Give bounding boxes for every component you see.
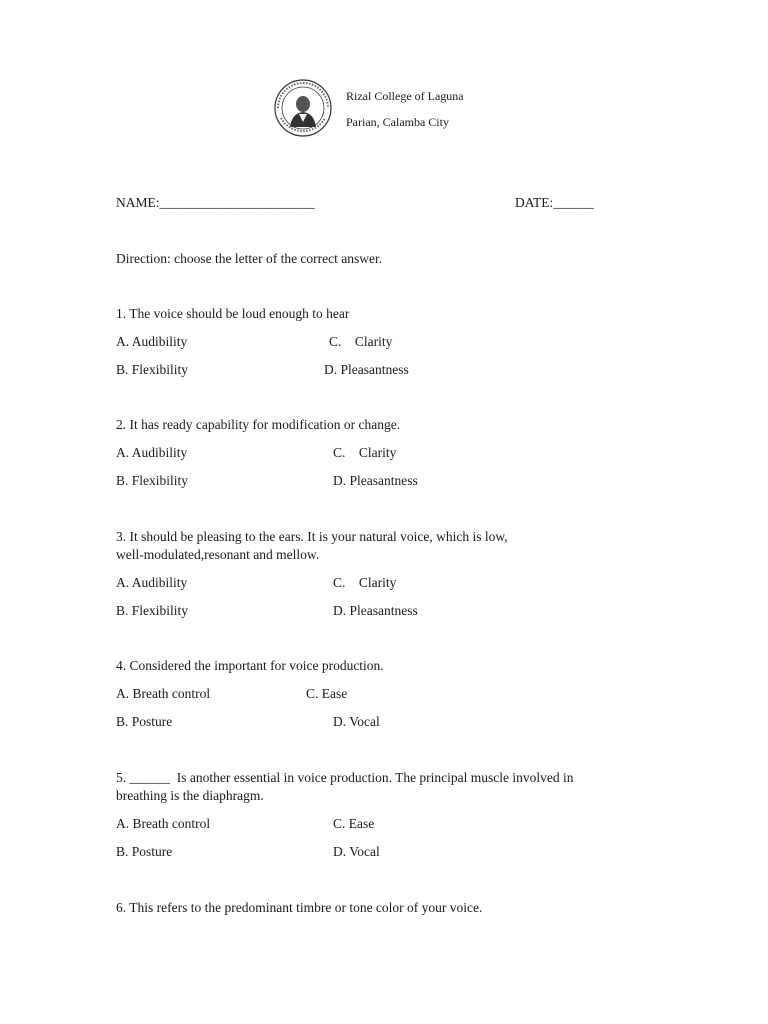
question-4-option-c: C. Ease [306, 686, 348, 701]
question-4-option-d: D. Vocal [333, 714, 380, 729]
question-1-option-b: B. Flexibility [116, 362, 189, 377]
question-5-option-d: D. Vocal [333, 844, 380, 859]
question-3-option-d: D. Pleasantness [333, 603, 418, 618]
question-2-option-d: D. Pleasantness [333, 473, 418, 488]
question-5-text-line2: breathing is the diaphragm. [116, 788, 264, 803]
school-name: Rizal College of Laguna [346, 89, 464, 103]
question-1-option-a: A. Audibility [116, 334, 188, 349]
question-3-text-line2: well-modulated,resonant and mellow. [116, 547, 320, 562]
name-field: NAME:_______________________ [116, 195, 315, 210]
question-1-option-c: C. Clarity [329, 334, 393, 349]
question-3-option-c: C. Clarity [333, 575, 397, 590]
question-5-option-a: A. Breath control [116, 816, 211, 831]
question-3-option-a: A. Audibility [116, 575, 188, 590]
question-3-text-line1: 3. It should be pleasing to the ears. It is your natural voice, which is low, [116, 529, 508, 544]
question-5-option-b: B. Posture [116, 844, 173, 859]
question-1-text: 1. The voice should be loud enough to hear [116, 306, 350, 321]
question-2-option-b: B. Flexibility [116, 473, 189, 488]
direction-text: Direction: choose the letter of the correct answer. [116, 251, 383, 266]
question-2-option-c: C. Clarity [333, 445, 397, 460]
question-5-text-line1: 5. ______ Is another essential in voice production. The principal muscle involved in [116, 770, 574, 785]
school-seal-icon [273, 78, 333, 138]
question-4-option-b: B. Posture [116, 714, 173, 729]
school-location: Parian, Calamba City [346, 115, 449, 129]
question-4-text: 4. Considered the important for voice production. [116, 658, 384, 673]
question-3-option-b: B. Flexibility [116, 603, 189, 618]
question-2-text: 2. It has ready capability for modification or change. [116, 417, 401, 432]
question-6-text: 6. This refers to the predominant timbre or tone color of your voice. [116, 900, 483, 915]
date-field: DATE:______ [515, 195, 594, 210]
question-5-option-c: C. Ease [333, 816, 375, 831]
question-4-option-a: A. Breath control [116, 686, 211, 701]
question-2-option-a: A. Audibility [116, 445, 188, 460]
question-1-option-d: D. Pleasantness [324, 362, 409, 377]
